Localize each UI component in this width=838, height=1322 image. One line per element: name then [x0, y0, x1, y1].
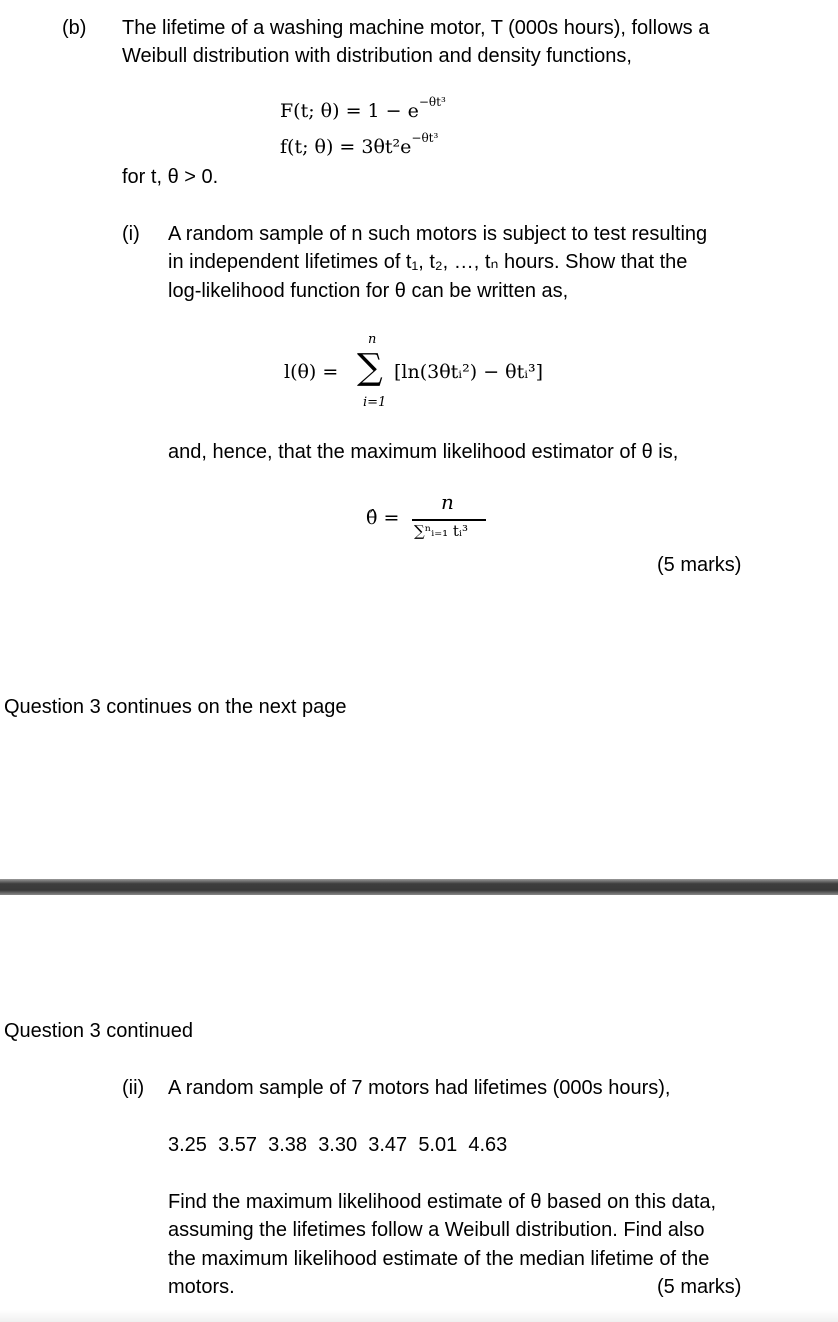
data-value: 3.30 [318, 1134, 358, 1156]
part-b-intro-line1: The lifetime of a washing machine motor, T (000s hours), follows a [122, 17, 710, 39]
cdf-formula-exponent: −θt³ [418, 94, 446, 109]
part-i-line1: A random sample of n such motors is subject to test resulting [168, 223, 708, 245]
pdf-formula-exponent: −θt³ [411, 130, 439, 145]
cdf-formula [280, 94, 446, 122]
sum-upper-limit: n [368, 332, 377, 347]
hence-text: and, hence, that the maximum likelihood estimator of θ is, [168, 441, 679, 463]
pdf-formula-body: f(t; θ) = 3θt²e [280, 136, 412, 158]
part-i-marks: (5 marks) [657, 554, 742, 576]
part-i-label: (i) [122, 223, 140, 245]
part-ii-line4: the maximum likelihood estimate of the median lifetime of the [168, 1248, 710, 1270]
part-b-intro-line2: Weibull distribution with distribution and density functions, [122, 45, 632, 67]
mle-fraction-bar [412, 519, 486, 521]
loglik-lhs: l(θ) = [284, 361, 339, 383]
domain-condition: for t, θ > 0. [122, 166, 219, 188]
mle-denominator: ∑ⁿᵢ₌₁ tᵢ³ [414, 522, 468, 540]
data-value: 5.01 [418, 1134, 458, 1156]
mle-lhs: θ̂ = [366, 507, 400, 529]
page-bottom-edge [0, 1310, 838, 1322]
cdf-formula-body: F(t; θ) = 1 − e [280, 100, 419, 122]
part-ii-line1: A random sample of 7 motors had lifetimes (000s hours), [168, 1077, 671, 1099]
part-ii-line3: assuming the lifetimes follow a Weibull distribution. Find also [168, 1219, 705, 1241]
part-i-line3: log-likelihood function for θ can be written as, [168, 280, 569, 302]
page-divider [0, 879, 838, 895]
data-value: 3.47 [368, 1134, 408, 1156]
data-value: 3.25 [168, 1134, 207, 1156]
part-ii-line5: motors. [168, 1276, 235, 1298]
sum-lower-limit: i=1 [363, 395, 387, 410]
sum-symbol: ∑ [357, 347, 383, 388]
pdf-formula [280, 130, 439, 158]
data-value: 3.38 [268, 1134, 308, 1156]
continues-note: Question 3 continues on the next page [4, 696, 347, 718]
loglik-body: [ln(3θtᵢ²) − θtᵢ³] [394, 361, 544, 383]
part-ii-label: (ii) [122, 1077, 145, 1099]
part-b-label: (b) [62, 17, 87, 39]
lifetime-data-list [168, 1131, 507, 1159]
data-value: 4.63 [468, 1134, 508, 1156]
part-ii-marks: (5 marks) [657, 1276, 742, 1298]
data-value: 3.57 [218, 1134, 257, 1156]
mle-numerator: n [441, 490, 454, 514]
continued-note: Question 3 continued [4, 1020, 194, 1042]
part-i-line2: in independent lifetimes of t₁, t₂, …, tₙ hours. Show that the [168, 251, 688, 273]
part-ii-line2: Find the maximum likelihood estimate of θ based on this data, [168, 1191, 717, 1213]
